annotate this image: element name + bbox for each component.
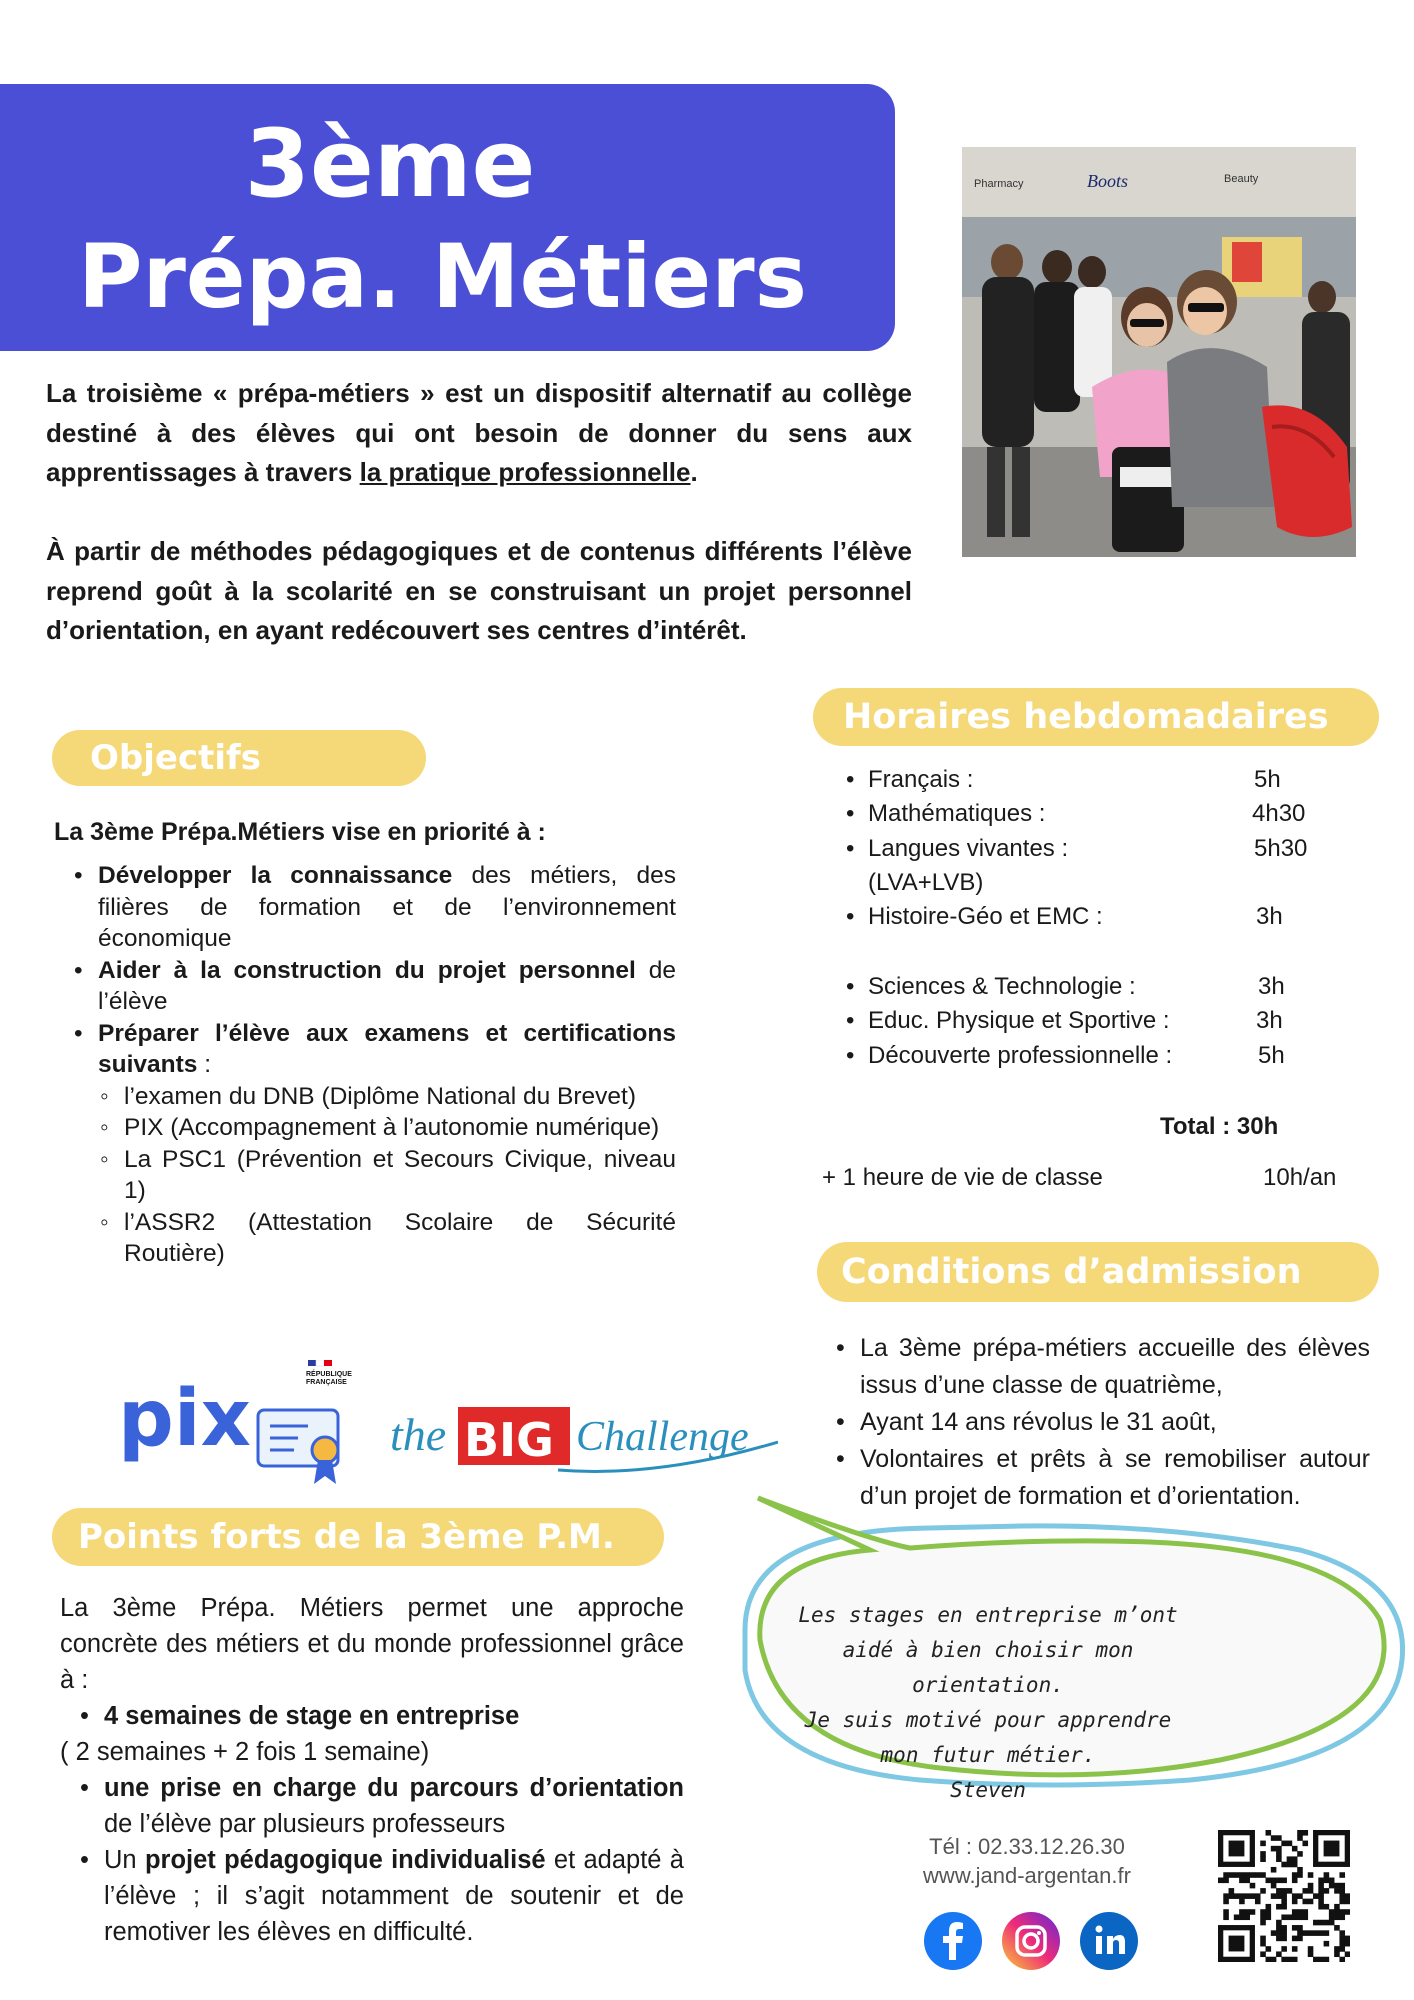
condition-item: • Ayant 14 ans révolus le 31 août, [834,1404,1370,1441]
testimonial-line: Je suis motivé pour apprendre [804,1708,1172,1732]
horaire-row: • Mathématiques : 4h30 [846,800,1306,827]
students-photo [962,147,1356,557]
objectif-item-3: • Préparer l’élève aux examens et certifications suivants : ◦ l’examen du DNB (Diplôme National du Brevet) ◦ PIX (Accompagnement à l’autonomie numérique) ◦ La PSC1 (Prévention et Secours Civique, niveau 1) ◦ l’ASSR2 (Attestation Scolaire de Sécurité Routière) [72,1018,676,1270]
certificate-icon [258,1410,338,1484]
objectif-subitem: ◦ La PSC1 (Prévention et Secours Civique, niveau 1) [98,1144,676,1207]
horaire-row: • Français : 5h [846,766,1281,793]
intro-text: La troisième « prépa-métiers » est un dispositif alternatif au collège destiné à des élèves qui ont besoin de donner du sens aux apprentissages à travers [46,378,912,487]
horaires-list [842,763,1382,1093]
points-forts-item-2: • une prise en charge du parcours d’orientation de l’élève par plusieurs professeurs [78,1770,684,1842]
contact-block [912,1832,1142,1890]
testimonial-line: aidé à bien choisir mon orientation. [842,1638,1134,1697]
horaires-extra-value: 10h/an [1263,1164,1337,1191]
big-challenge-logo [390,1407,778,1471]
objectif-item-1: • Développer la connaissance des métiers, des filières de formation et de l’environnement économique [72,860,676,955]
objectif-subitem: ◦ l’examen du DNB (Diplôme National du Brevet) [98,1081,676,1113]
intro-underlined-phrase: la pratique professionnelle [359,457,691,487]
points-forts-item-3: • Un projet pédagogique individualisé et adapté à l’élève ; il s’agit notamment de soutenir et de remotiver les élèves en difficulté. [78,1842,684,1950]
objectifs-lead: La 3ème Prépa.Métiers vise en priorité à : [54,818,546,846]
horaire-row: • Découverte professionnelle : 5h [846,1042,1285,1069]
linkedin-icon[interactable] [1080,1912,1138,1970]
objectif-subitem: ◦ l’ASSR2 (Attestation Scolaire de Sécurité Routière) [98,1207,676,1270]
page-title-line1: 3ème [244,110,536,219]
horaires-extra-label: + 1 heure de vie de classe [822,1164,1103,1191]
testimonial-line: mon futur métier. [880,1743,1096,1767]
pix-logo: pix [118,1374,251,1464]
horaire-row: • Langues vivantes : 5h30 [846,835,1308,862]
sign-brand: Boots [1087,171,1129,191]
sign-pharmacy: Pharmacy [974,178,1024,190]
intro-text-end: . [690,457,698,487]
objectifs-heading: Objectifs [52,730,426,786]
students-photo-illustration [962,147,1356,557]
testimonial-line: Les stages en entreprise m’ont [798,1603,1178,1627]
intro-paragraph-1 [46,374,912,493]
points-forts-body [60,1590,684,1950]
objectif-subitem: ◦ PIX (Accompagnement à l’autonomie numérique) [98,1112,676,1144]
logos-row [118,1360,778,1490]
svg-text:Challenge: Challenge [576,1414,749,1460]
qr-code[interactable] [1218,1830,1350,1962]
page-title-line2: Prépa. Métiers [78,225,807,328]
conditions-heading: Conditions d’admission [817,1242,1379,1302]
svg-text:RÉPUBLIQUE: RÉPUBLIQUE [306,1371,352,1378]
sign-beauty: Beauty [1224,173,1259,185]
horaires-total: Total : 30h [1160,1113,1279,1140]
points-forts-heading: Points forts de la 3ème P.M. [52,1508,664,1566]
testimonial-author: Steven [950,1778,1026,1802]
points-forts-item-1-note: ( 2 semaines + 2 fois 1 semaine) [60,1738,430,1766]
intro-paragraph-2: À partir de méthodes pédagogiques et de contenus différents l’élève reprend goût à la scolarité en se construisant un projet personnel d’orientation, en ayant redécouvert ses centres d’intérêt. [46,536,912,645]
republique-francaise-logo [306,1360,352,1386]
horaire-row: • Educ. Physique et Sportive : 3h [846,1007,1283,1034]
condition-item: • Volontaires et prêts à se remobiliser autour d’un projet de formation et d’orientation. [834,1441,1370,1515]
svg-text:the: the [390,1409,447,1460]
horaires-heading: Horaires hebdomadaires [813,688,1379,746]
instagram-icon[interactable] [1002,1912,1060,1970]
horaire-row: • Sciences & Technologie : 3h [846,973,1285,1000]
testimonial-text [768,1598,1208,1808]
contact-phone[interactable]: Tél : 02.33.12.26.30 [929,1834,1125,1859]
facebook-icon[interactable] [924,1912,982,1970]
points-forts-intro: La 3ème Prépa. Métiers permet une approche concrète des métiers et du monde professionnel grâce à : [60,1594,684,1694]
points-forts-item-1: • 4 semaines de stage en entreprise [78,1698,684,1734]
svg-text:BIG: BIG [464,1413,554,1467]
conditions-list [834,1330,1370,1515]
svg-text:FRANÇAISE: FRANÇAISE [306,1379,347,1386]
objectif-item-2: • Aider à la construction du projet personnel de l’élève [72,955,676,1018]
horaire-row: • Histoire-Géo et EMC : 3h [846,903,1283,930]
objectifs-list [72,860,676,1270]
contact-website[interactable]: www.jand-argentan.fr [923,1863,1131,1888]
condition-item: • La 3ème prépa-métiers accueille des élèves issus d’une classe de quatrième, [834,1330,1370,1404]
horaire-row-note: (LVA+LVB) [868,869,984,896]
